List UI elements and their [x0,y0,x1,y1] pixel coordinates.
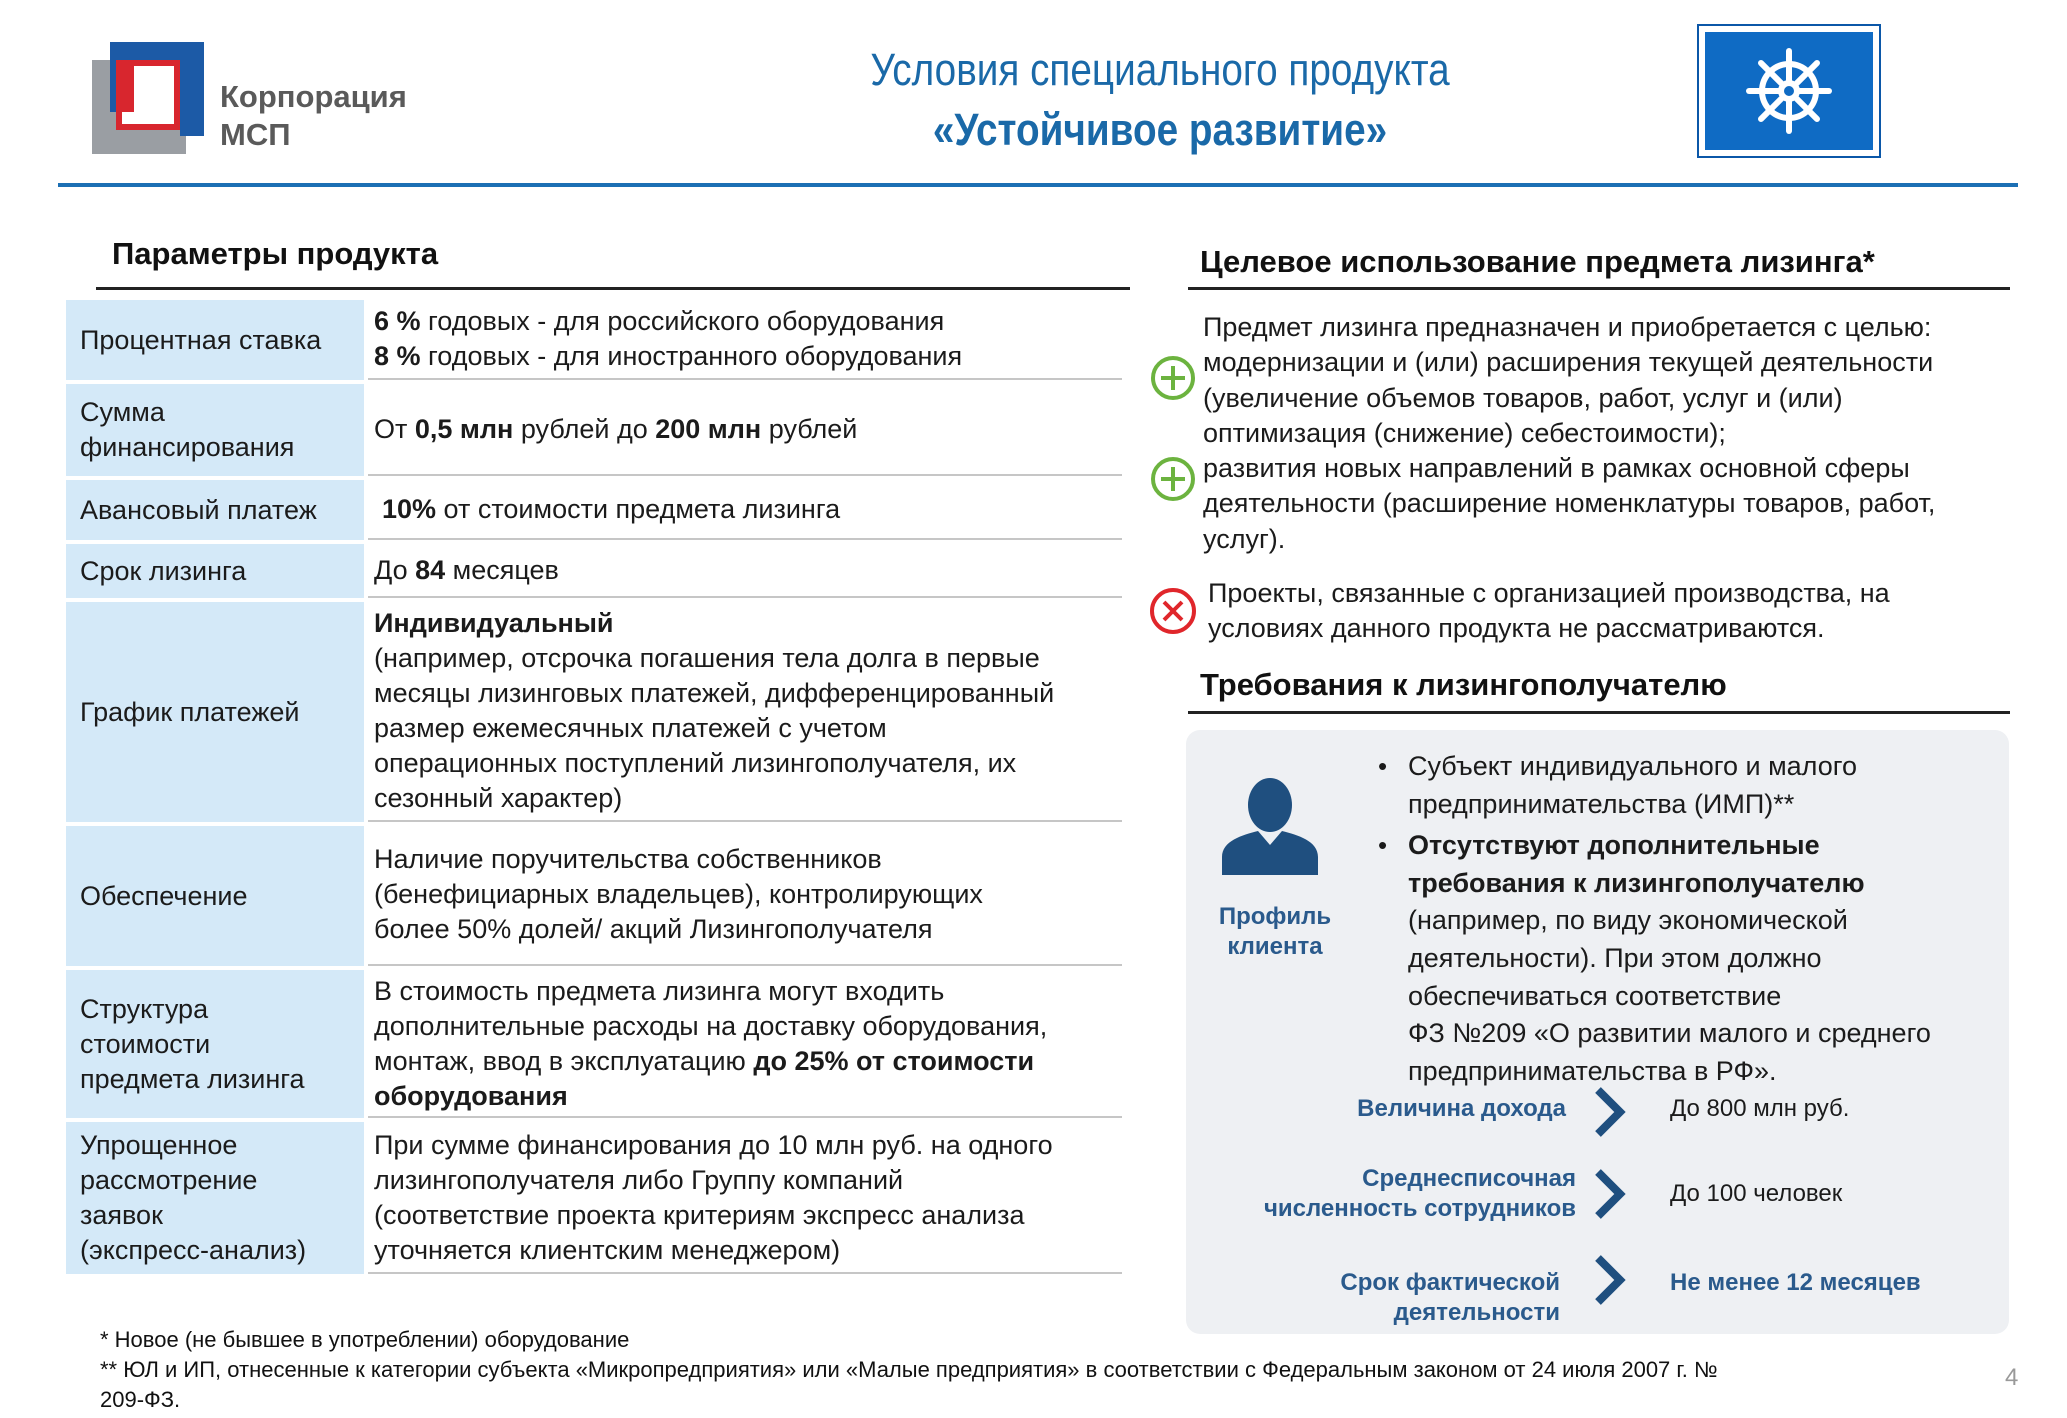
corporation-logo [92,36,422,154]
chevron-right-icon [1590,1252,1630,1308]
param-label: Структура стоимости предмета лизинга [66,970,364,1118]
param-label: Авансовый платеж [66,480,364,540]
param-value: Наличие поручительства собственников (бенефициарных владельцев), контролирующих более 50% долей/ акций Лизингополучателя [368,826,1122,966]
header-divider [58,183,2018,187]
param-value: От 0,5 млн рублей до 200 млн рублей [368,384,1122,476]
client-profile-label: Профиль клиента [1218,903,1332,960]
excluded-projects-text: Проекты, связанные с организацией производства, на условиях данного продукта не рассматриваются. [1208,578,1890,643]
page-title-line-2: «Устойчивое развитие» [932,104,1388,155]
param-row-express-review [66,1122,1122,1274]
param-label: Сумма финансирования [66,384,364,476]
target-use-title: Целевое использование предмета лизинга* [1200,244,1875,279]
target-use-title-rule [1188,287,2010,290]
plus-circle-icon [1150,456,1196,502]
param-row-collateral [66,826,1122,966]
param-label: Обеспечение [66,826,364,966]
param-label: Срок лизинга [66,544,364,598]
criterion-label-revenue: Величина дохода [1357,1095,1566,1122]
list-item: • Субъект индивидуального и малого предпринимательства (ИМП)** [1376,748,1996,823]
param-row-cost-structure [66,970,1122,1118]
page-title-line-1: Условия специального продукта [870,44,1450,95]
param-value: В стоимость предмета лизинга могут входить дополнительные расходы на доставку оборудования, монтаж, ввод в эксплуатацию до 25% от стоимости оборудования [368,970,1122,1118]
requirements-list [1376,748,1996,1090]
footnote-2: ** ЮЛ и ИП, отнесенные к категории субъекта «Микропредприятия» или «Малые предприятия» в соответствии с Федеральным законом от 24 июля 2007 г. № [100,1357,1718,1382]
param-row-lease-term [66,544,1122,598]
logo-line-1: Корпорация [220,79,407,114]
param-value: Индивидуальный (например, отсрочка погашения тела долга в первые месяцы лизинговых платежей, дифференцированный размер ежемесячных платежей с учетом операционных поступлений лизингополучателя, их сезонный характер) [368,602,1122,822]
param-value: 6 % годовых - для российского оборудования 8 % годовых - для иностранного оборудования [368,300,1122,380]
requirements-title-rule [1188,711,2010,714]
list-item: • Отсутствуют дополнительные требования к лизингополучателю (например, по виду экономической деятельности). При этом должно обеспечиваться соответствие ФЗ №209 «О развитии малого и среднего предпринимательства в РФ». [1376,827,1996,1090]
params-title: Параметры продукта [112,236,439,271]
footnote-2-cont: 209-ФЗ. [100,1387,181,1412]
person-profile-icon [1218,775,1322,875]
logo-line-2: МСП [220,117,291,152]
criterion-label-headcount: Среднесписочная численность сотрудников [1263,1165,1576,1222]
ship-wheel-emblem [1697,24,1881,158]
ship-wheel-icon [1739,41,1839,141]
criterion-value-revenue: До 800 млн руб. [1670,1095,1850,1122]
logo-text [220,78,407,154]
footnote-1: * Новое (не бывшее в употреблении) оборудование [100,1327,630,1352]
param-value: При сумме финансирования до 10 млн руб. на одного лизингополучателя либо Группу компаний (соответствие проекта критериям экспресс анализа уточняется клиентским менеджером) [368,1122,1122,1274]
param-row-interest-rate [66,300,1122,380]
param-label: Процентная ставка [66,300,364,380]
param-label: Упрощенное рассмотрение заявок (экспресс-анализ) [66,1122,364,1274]
param-row-financing-amount [66,384,1122,476]
cross-circle-icon [1149,587,1197,635]
criterion-value-activity-term: Не менее 12 месяцев [1670,1269,1921,1296]
params-title-rule [96,287,1130,290]
param-label: График платежей [66,602,364,822]
requirements-title: Требования к лизингополучателю [1200,667,1727,702]
target-use-text: Предмет лизинга предназначен и приобретается с целью: модернизации и (или) расширения текущей деятельности (увеличение объемов товаров, работ, услуг и (или) оптимизация (снижение) себестоимости); развития новых направлений в рамках основной сферы деятельности (расширение номенклатуры товаров, работ, услуг). [1203,312,1936,554]
param-row-advance-payment [66,480,1122,540]
criterion-label-activity-term: Срок фактической деятельности [1340,1269,1560,1326]
logo-mark-icon [92,36,204,154]
param-value: До 84 месяцев [368,544,1122,598]
plus-circle-icon [1150,355,1196,401]
criterion-value-headcount: До 100 человек [1670,1180,1843,1207]
page-number: 4 [2005,1364,2019,1391]
param-row-payment-schedule [66,602,1122,822]
chevron-right-icon [1590,1084,1630,1140]
chevron-right-icon [1590,1166,1630,1222]
param-value: 10% от стоимости предмета лизинга [368,480,1122,540]
